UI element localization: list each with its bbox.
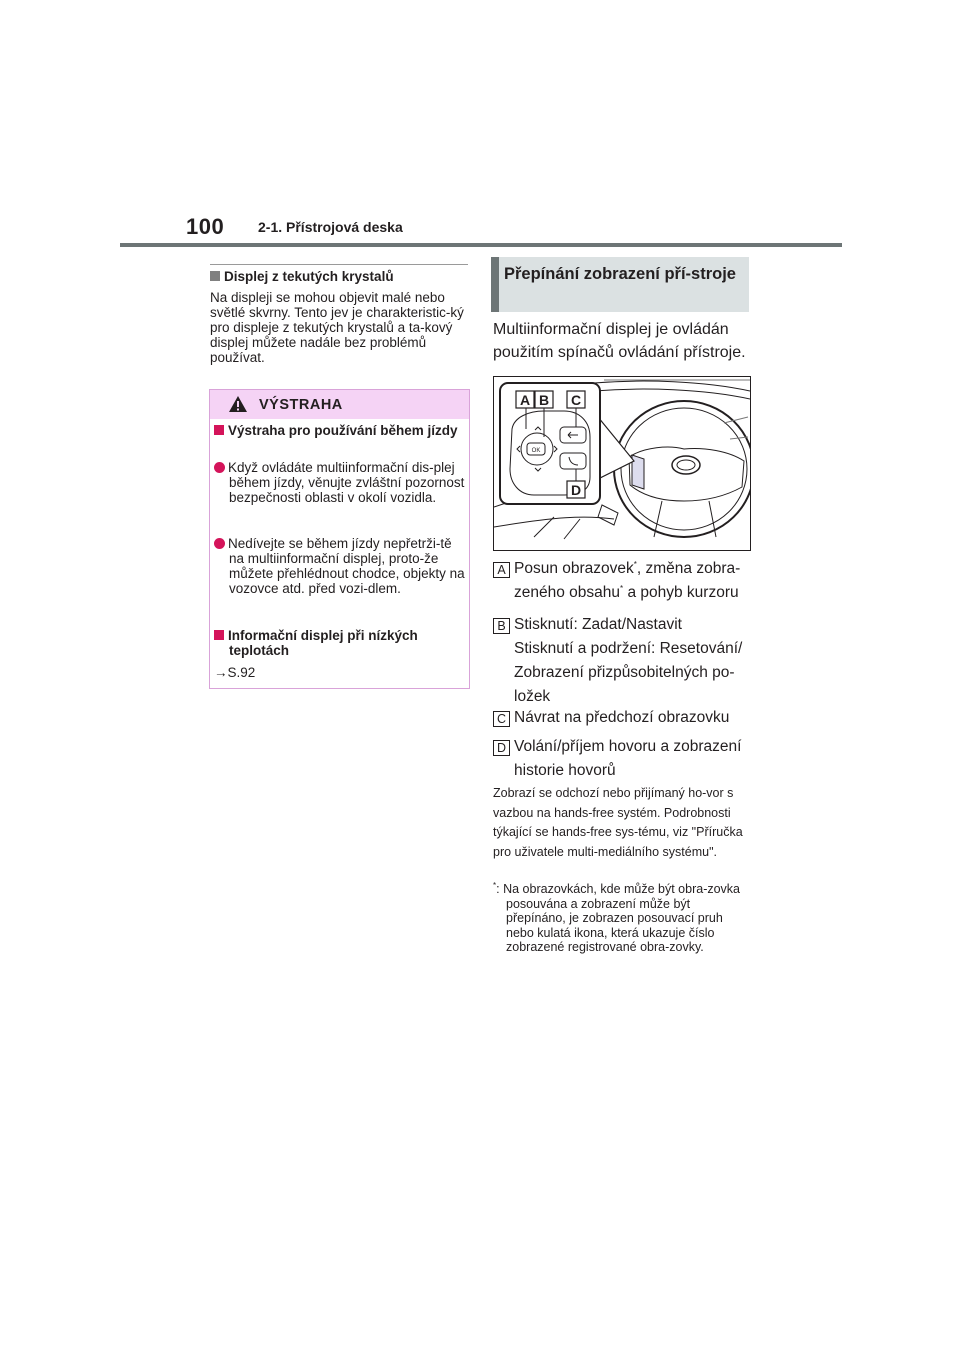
- item-text-d: Volání/příjem hovoru a zobrazení historie hovorů: [514, 738, 742, 779]
- warning-heading-low-temp-text: Informační displej při nízkých teplotách: [228, 628, 418, 658]
- lcd-heading-text: Displej z tekutých krystalů: [224, 269, 394, 284]
- warning-heading-low-temp: [214, 628, 469, 658]
- header-rule: [120, 243, 842, 247]
- square-bullet-icon: [210, 271, 220, 281]
- section-heading: Přepínání zobrazení pří-stroje: [504, 265, 736, 283]
- section-title: 2-1. Přístrojová deska: [258, 219, 403, 235]
- figure-callout-a: A: [519, 392, 531, 408]
- reference-page: S.92: [227, 665, 256, 680]
- item-label-d: D: [493, 739, 510, 757]
- steering-wheel-illustration: [494, 377, 750, 550]
- ok-button-label: OK: [531, 448, 541, 454]
- square-bullet-icon: [214, 425, 224, 435]
- round-bullet-icon: [214, 538, 225, 549]
- item-label-b: B: [493, 617, 510, 635]
- figure-callout-b: B: [538, 392, 550, 408]
- item-label-a: A: [493, 561, 510, 579]
- item-text-c: Návrat na předchozí obrazovku: [514, 709, 730, 726]
- figure-callout-c: C: [570, 392, 582, 408]
- warning-title: VÝSTRAHA: [259, 397, 343, 413]
- warning-bullet-do-not-stare-text: Nedívejte se během jízdy nepřetrži-tě na multiinformační displej, proto-že můžete přehlédnout chodce, objekty na vozovce atd. před vozi-dlem.: [228, 536, 465, 596]
- warning-heading-driving: [214, 423, 469, 438]
- warning-heading-driving-text: Výstraha pro používání během jízdy: [228, 423, 458, 438]
- square-bullet-icon: [214, 630, 224, 640]
- lcd-divider: [210, 264, 468, 265]
- page-number: 100: [186, 214, 225, 239]
- section-heading-bar: [491, 257, 499, 312]
- steering-wheel-figure: [493, 376, 751, 551]
- round-bullet-icon: [214, 462, 225, 473]
- figure-callout-d: D: [570, 482, 582, 498]
- item-text-a: Posun obrazovek*, změna zobra-zeného obsahu* a pohyb kurzoru: [514, 559, 741, 601]
- footnote: *: Na obrazovkách, kde může být obra-zovka posouvána a zobrazení může být přepínáno, je zobrazen posouvací pruh nebo kulatá ikona, která ukazuje číslo zobrazené registrované obra-zovky.: [493, 880, 741, 954]
- lcd-paragraph: Na displeji se mohou objevit malé nebo světlé skvrny. Tento jev je charakteristic-ký pro displeje z tekutých krystalů a ta-kový displej můžete nadále bez problémů používat.: [210, 290, 464, 365]
- hands-free-note: Zobrazí se odchozí nebo přijímaný ho-vor s vazbou na hands-free systém. Podrobnosti týkající se hands-free sys-tému, viz "Příručka pro uživatele multi-mediálního systému".: [493, 786, 743, 859]
- warning-bullet-attention: [214, 460, 469, 505]
- lcd-heading: [210, 269, 394, 284]
- item-text-b: Stisknutí: Zadat/Nastavit Stisknutí a podržení: Resetování/ Zobrazení přizpůsobitelných po-ložek: [514, 616, 743, 705]
- warning-triangle-icon: [228, 395, 248, 413]
- item-label-c: C: [493, 710, 510, 728]
- warning-bullet-do-not-stare: [214, 536, 469, 596]
- warning-bullet-attention-text: Když ovládáte multiinformační dis-plej během jízdy, věnujte zvláštní pozornost bezpečnosti oblasti v okolí vozidla.: [228, 460, 465, 505]
- intro-paragraph: Multiinformační displej je ovládán použitím spínačů ovládání přístroje.: [493, 321, 746, 361]
- reference-arrow-icon: →: [214, 665, 228, 680]
- warning-page-reference[interactable]: [214, 665, 454, 680]
